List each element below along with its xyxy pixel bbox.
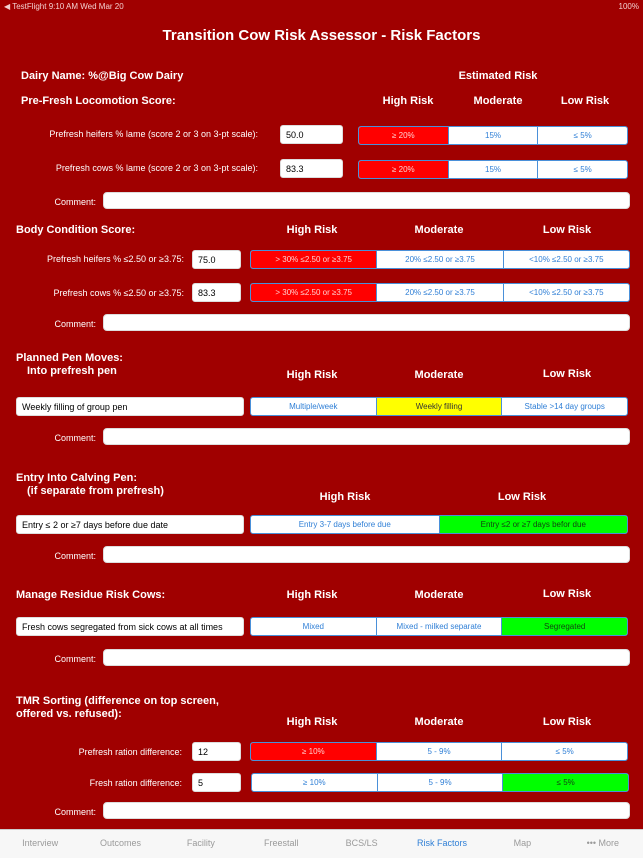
pen-moves-moderate[interactable]: Weekly filling [377, 398, 503, 415]
estimated-risk-heading: Estimated Risk [458, 70, 538, 82]
bcs-cows-low[interactable]: <10% ≤2.50 or ≥3.75 [529, 288, 604, 297]
residue-moderate[interactable]: Mixed - milked separate [377, 618, 503, 635]
calving-title: Entry Into Calving Pen: [16, 472, 138, 484]
calving-high[interactable]: Entry 3-7 days before due [251, 516, 440, 533]
locomotion-title: Pre-Fresh Locomotion Score: [21, 95, 176, 107]
loco-comment-field[interactable] [103, 192, 630, 209]
loco-cows-label: Prefresh cows % lame (score 2 or 3 on 3-pt scale): [55, 163, 258, 173]
loco-heifers-label: Prefresh heifers % lame (score 2 or 3 on 3-pt scale): [49, 129, 258, 139]
loco-heifers-moderate[interactable]: 15% [449, 127, 539, 144]
header-high-risk: High Risk [286, 589, 338, 601]
bcs-cows-segments [250, 283, 630, 302]
header-high-risk: High Risk [319, 491, 371, 503]
tmr-fresh-low[interactable]: ≤ 5% [503, 774, 628, 791]
loco-cows-low[interactable]: ≤ 5% [573, 165, 592, 174]
header-high-risk: High Risk [286, 716, 338, 728]
header-moderate: Moderate [414, 589, 464, 601]
comment-label: Comment: [54, 807, 96, 817]
pen-moves-input[interactable]: Weekly filling of group pen [16, 397, 244, 416]
calving-input[interactable]: Entry ≤ 2 or ≥7 days before due date [16, 515, 244, 534]
tab-risk-factors[interactable]: Risk Factors [417, 838, 468, 848]
tab-bcs-ls[interactable]: BCS/LS [345, 838, 378, 848]
header-high-risk: High Risk [382, 95, 434, 107]
bcs-heifers-low[interactable]: <10% ≤2.50 or ≥3.75 [529, 255, 604, 264]
pen-moves-subtitle: Into prefresh pen [27, 365, 117, 377]
tab-bar [0, 829, 643, 858]
comment-label: Comment: [54, 319, 96, 329]
tab-interview[interactable]: Interview [22, 838, 59, 848]
pen-moves-segments [250, 397, 628, 416]
page-title: Transition Cow Risk Assessor - Risk Factors [162, 27, 481, 44]
loco-cows-moderate[interactable]: 15% [449, 161, 539, 178]
calving-subtitle: (if separate from prefresh) [27, 485, 164, 497]
comment-label: Comment: [54, 654, 96, 664]
tab-facility[interactable]: Facility [186, 838, 215, 848]
tab-outcomes[interactable]: Outcomes [100, 838, 142, 848]
residue-segments [250, 617, 628, 636]
loco-heifers-low[interactable]: ≤ 5% [573, 131, 592, 140]
calving-segments [250, 515, 628, 534]
bcs-comment-field[interactable] [103, 314, 630, 331]
residue-input[interactable]: Fresh cows segregated from sick cows at all times [16, 617, 244, 636]
header-moderate: Moderate [414, 224, 464, 236]
header-low-risk: Low Risk [542, 716, 592, 728]
bcs-heifers-label: Prefresh heifers % ≤2.50 or ≥3.75: [47, 254, 184, 264]
loco-heifers-high[interactable]: ≥ 20% [359, 127, 449, 144]
residue-title: Manage Residue Risk Cows: [16, 589, 166, 601]
bcs-cows-label: Prefresh cows % ≤2.50 or ≥3.75: [53, 288, 184, 298]
battery-status: 100% [618, 2, 639, 11]
calving-low[interactable]: Entry ≤2 or ≥7 days befor due [440, 516, 628, 533]
residue-high[interactable]: Mixed [251, 618, 377, 635]
tmr-fresh-segments [251, 773, 629, 792]
pen-moves-title: Planned Pen Moves: [16, 352, 123, 364]
loco-cows-input[interactable]: 83.3 [280, 159, 343, 178]
loco-cows-high[interactable]: ≥ 20% [359, 161, 449, 178]
tmr-prefresh-low[interactable]: ≤ 5% [555, 747, 574, 756]
header-moderate: Moderate [414, 716, 464, 728]
bcs-heifers-input[interactable]: 75.0 [192, 250, 241, 269]
bcs-heifers-moderate[interactable]: 20% ≤2.50 or ≥3.75 [377, 251, 503, 268]
status-bar [0, 0, 643, 14]
header-low-risk: Low Risk [542, 368, 592, 380]
header-high-risk: High Risk [286, 369, 338, 381]
tmr-comment-field[interactable] [103, 802, 630, 819]
header-low-risk: Low Risk [542, 224, 592, 236]
status-left: ◀ TestFlight 9:10 AM Wed Mar 20 [4, 2, 124, 11]
header-moderate: Moderate [473, 95, 523, 107]
loco-heifers-input[interactable]: 50.0 [280, 125, 343, 144]
header-moderate: Moderate [414, 369, 464, 381]
loco-cows-segments [358, 160, 628, 179]
pen-moves-comment-field[interactable] [103, 428, 630, 445]
bcs-title: Body Condition Score: [16, 224, 136, 236]
tmr-prefresh-moderate[interactable]: 5 - 9% [377, 743, 503, 760]
comment-label: Comment: [54, 197, 96, 207]
tmr-prefresh-high[interactable]: ≥ 10% [251, 743, 377, 760]
residue-low[interactable]: Segregated [502, 618, 627, 635]
tmr-subtitle: offered vs. refused): [16, 708, 122, 720]
calving-comment-field[interactable] [103, 546, 630, 563]
comment-label: Comment: [54, 433, 96, 443]
tab-freestall[interactable]: Freestall [264, 838, 299, 848]
tmr-fresh-input[interactable]: 5 [192, 773, 241, 792]
tmr-fresh-moderate[interactable]: 5 - 9% [378, 774, 504, 791]
tmr-fresh-label: Fresh ration difference: [89, 778, 182, 788]
tmr-prefresh-label: Prefresh ration difference: [78, 747, 182, 757]
bcs-cows-input[interactable]: 83.3 [192, 283, 241, 302]
bcs-cows-high[interactable]: > 30% ≤2.50 or ≥3.75 [251, 284, 377, 301]
pen-moves-high[interactable]: Multiple/week [251, 398, 377, 415]
tmr-prefresh-input[interactable]: 12 [192, 742, 241, 761]
tmr-prefresh-segments [250, 742, 628, 761]
header-low-risk: Low Risk [542, 588, 592, 600]
dairy-name: Dairy Name: %@Big Cow Dairy [21, 70, 184, 82]
bcs-cows-moderate[interactable]: 20% ≤2.50 or ≥3.75 [377, 284, 503, 301]
loco-heifers-segments [358, 126, 628, 145]
comment-label: Comment: [54, 551, 96, 561]
tmr-title: TMR Sorting (difference on top screen, [16, 695, 219, 707]
header-low-risk: Low Risk [497, 491, 547, 503]
header-low-risk: Low Risk [560, 95, 610, 107]
tab-map[interactable]: Map [513, 838, 532, 848]
pen-moves-low[interactable]: Stable >14 day groups [524, 402, 605, 411]
residue-comment-field[interactable] [103, 649, 630, 666]
bcs-heifers-high[interactable]: > 30% ≤2.50 or ≥3.75 [251, 251, 377, 268]
bcs-heifers-segments [250, 250, 630, 269]
tmr-fresh-high[interactable]: ≥ 10% [252, 774, 378, 791]
tab-more[interactable]: ••• More [586, 838, 620, 848]
header-high-risk: High Risk [286, 224, 338, 236]
